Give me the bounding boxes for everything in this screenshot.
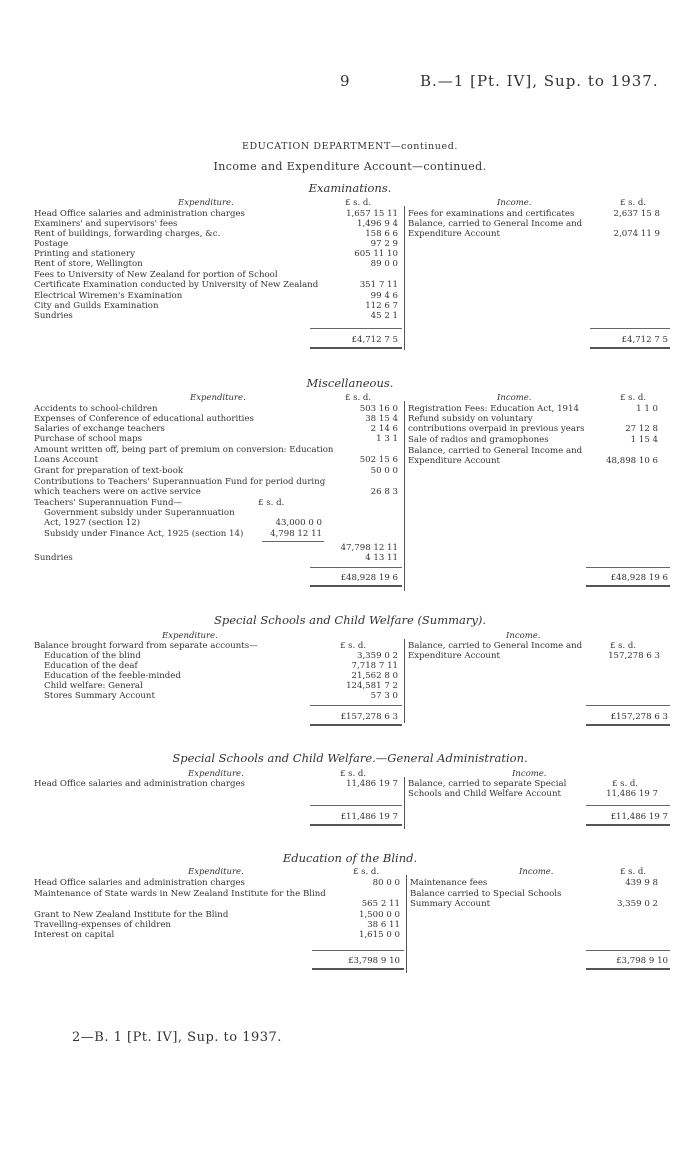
blind-rule-right: [586, 950, 670, 951]
general-admin-title: Special Schools and Child Welfare.—General Administration.: [172, 751, 528, 765]
blind-expenditure-heading: Expenditure.: [188, 867, 244, 877]
ss-inc-label: Balance, carried to General Income and Expenditure Account: [408, 641, 583, 661]
exam-inc-label: Balance, carried to General Income and Expenditure Account: [408, 219, 583, 239]
ga-total-right: £11,486 19 7: [610, 812, 668, 822]
blind-exp-label: Interest on capital: [34, 930, 115, 940]
blind-income-heading: Income.: [519, 867, 554, 877]
ss-divider: [404, 639, 405, 723]
exam-exp-label: Head Office salaries and administration charges: [34, 209, 245, 219]
examinations-title: Examinations.: [308, 181, 392, 195]
exam-currency-heading-right: £ s. d.: [620, 198, 647, 208]
misc-sundries-amount: 4 13 11: [365, 553, 398, 563]
ss-expenditure-heading: Expenditure.: [162, 631, 218, 641]
document-reference: B.—1 [Pt. IV], Sup. to 1937.: [420, 72, 659, 90]
ga-total-rule-right: [586, 824, 670, 826]
exam-currency-heading-left: £ s. d.: [345, 198, 372, 208]
superannuation-label: Teachers' Superannuation Fund—: [34, 498, 183, 508]
misc-inc-amount: 1 15 4: [630, 435, 658, 445]
blind-total-left: £3,798 9 10: [348, 956, 400, 966]
ga-currency-heading-right: £ s. d.: [612, 779, 639, 789]
blind-inc-amount: 3,359 0 2: [616, 899, 658, 909]
misc-rule-right: [586, 567, 670, 568]
superannuation-item-amount: 43,000 0 0: [275, 518, 322, 528]
exam-exp-amount: 99 4 6: [370, 291, 398, 301]
account-title: Income and Expenditure Account—continued.: [213, 160, 487, 173]
exam-income-heading: Income.: [497, 198, 532, 208]
ss-exp-label: Education of the deaf: [44, 661, 138, 671]
misc-inc-amount: 1 1 0: [636, 404, 658, 414]
misc-total-rule-right: [586, 585, 670, 587]
exam-exp-amount: 89 0 0: [370, 259, 398, 269]
blind-exp-amount: 38 6 11: [367, 920, 400, 930]
blind-exp-label: Maintenance of State wards in New Zealand Institute for the Blind: [34, 889, 326, 899]
blind-inc-label: Maintenance fees: [410, 878, 488, 888]
misc-total-left: £48,928 19 6: [340, 573, 398, 583]
ss-exp-label: Stores Summary Account: [44, 691, 155, 701]
misc-exp-label: Salaries of exchange teachers: [34, 424, 165, 434]
misc-exp-label: Purchase of school maps: [34, 434, 142, 444]
ss-exp-label: Education of the blind: [44, 651, 141, 661]
exam-divider: [404, 206, 405, 350]
blind-exp-amount: 1,500 0 0: [358, 910, 400, 920]
blind-currency-heading-right: £ s. d.: [620, 867, 647, 877]
ss-currency-heading-left: £ s. d.: [340, 641, 367, 651]
superannuation-currency: £ s. d.: [258, 498, 285, 508]
blind-rule-left: [312, 950, 404, 951]
misc-inc-amount: 48,898 10 6: [606, 456, 658, 466]
blind-exp-amount: 80 0 0: [372, 878, 400, 888]
special-schools-title: Special Schools and Child Welfare (Summary).: [213, 613, 487, 627]
misc-exp-amount: 503 16 0: [359, 404, 398, 414]
exam-rule-left: [310, 328, 402, 329]
ga-expenditure-heading: Expenditure.: [188, 769, 244, 779]
exam-exp-amount: 97 2 9: [370, 239, 398, 249]
ga-inc-amount: 11,486 19 7: [606, 789, 658, 799]
misc-inc-label: Balance, carried to General Income and Expenditure Account: [408, 446, 583, 466]
exam-exp-label: Sundries: [34, 311, 73, 321]
misc-total-rule-left: [310, 585, 402, 587]
page-footer-reference: 2—B. 1 [Pt. IV], Sup. to 1937.: [72, 1030, 282, 1045]
misc-exp-label: Expenses of Conference of educational authorities: [34, 414, 254, 424]
ga-inc-label: Balance, carried to separate Special Schools and Child Welfare Account: [408, 779, 567, 799]
blind-title: Education of the Blind.: [282, 851, 418, 865]
exam-exp-label: Printing and stationery: [34, 249, 135, 259]
exam-exp-label: Fees to University of New Zealand for portion of School Certificate Examination conducted by University of New Zealand: [34, 270, 319, 290]
blind-inc-label: Balance carried to Special Schools Summary Account: [410, 889, 562, 909]
ga-exp-label: Head Office salaries and administration charges: [34, 779, 245, 789]
misc-exp-amount: 50 0 0: [370, 466, 398, 476]
misc-inc-amount: 27 12 8: [625, 424, 658, 434]
superannuation-item-amount: 4,798 12 11: [270, 529, 322, 539]
ga-exp-amount: 11,486 19 7: [346, 779, 398, 789]
misc-exp-amount: 38 15 4: [365, 414, 398, 424]
misc-exp-label: Amount written off, being part of premium on conversion: Education Loans Account: [34, 445, 334, 465]
ss-total-rule-right: [586, 724, 670, 726]
exam-exp-amount: 351 7 11: [359, 280, 398, 290]
ga-income-heading: Income.: [512, 769, 547, 779]
blind-total-rule-right: [586, 968, 670, 970]
exam-exp-label: Rent of buildings, forwarding charges, &c.: [34, 229, 221, 239]
exam-inc-label: Fees for examinations and certificates: [408, 209, 575, 219]
ga-divider: [404, 777, 405, 829]
exam-inc-amount: 2,637 15 8: [613, 209, 660, 219]
superannuation-item-label: Subsidy under Finance Act, 1925 (section 14): [44, 529, 244, 539]
page-number: 9: [340, 72, 350, 90]
misc-total-right: £48,928 19 6: [610, 573, 668, 583]
ss-rule-right: [586, 705, 670, 706]
superannuation-subtotal: 47,798 12 11: [340, 543, 398, 553]
superannuation-rule: [262, 541, 324, 542]
ss-income-heading: Income.: [506, 631, 541, 641]
ss-exp-label: Child welfare: General: [44, 681, 143, 691]
ss-inc-amount: 157,278 6 3: [608, 651, 660, 661]
exam-exp-label: Rent of store, Wellington: [34, 259, 143, 269]
ss-exp-amount: 124,581 7 2: [346, 681, 398, 691]
blind-exp-label: Travelling-expenses of children: [34, 920, 171, 930]
exam-total-left: £4,712 7 5: [351, 335, 398, 345]
ss-rule-left: [310, 705, 402, 706]
exam-rule-right: [590, 328, 670, 329]
ga-currency-heading-left: £ s. d.: [340, 769, 367, 779]
blind-exp-amount: 565 2 11: [361, 899, 400, 909]
exam-total-rule-left: [310, 347, 402, 349]
misc-exp-label: Contributions to Teachers' Superannuation Fund for period during which teachers were on active service: [34, 477, 326, 497]
misc-rule-left: [310, 567, 402, 568]
ss-currency-heading-right: £ s. d.: [610, 641, 637, 651]
exam-exp-label: City and Guilds Examination: [34, 301, 159, 311]
ga-rule-right: [586, 805, 670, 806]
exam-inc-amount: 2,074 11 9: [613, 229, 660, 239]
ss-exp-amount: 57 3 0: [370, 691, 398, 701]
ss-total-rule-left: [310, 724, 402, 726]
ss-exp-label: Education of the feeble-minded: [44, 671, 181, 681]
blind-inc-amount: 439 9 8: [625, 878, 658, 888]
blind-exp-label: Grant to New Zealand Institute for the Blind: [34, 910, 229, 920]
blind-total-rule-left: [312, 968, 404, 970]
blind-exp-amount: 1,615 0 0: [358, 930, 400, 940]
misc-currency-heading-left: £ s. d.: [345, 393, 372, 403]
ss-lead: Balance brought forward from separate accounts—: [34, 641, 258, 651]
misc-exp-label: Grant for preparation of text-book: [34, 466, 184, 476]
ga-total-rule-left: [310, 824, 402, 826]
misc-exp-amount: 1 3 1: [376, 434, 398, 444]
exam-exp-amount: 1,496 9 4: [356, 219, 398, 229]
blind-total-right: £3,798 9 10: [616, 956, 668, 966]
misc-inc-label: Sale of radios and gramophones: [408, 435, 549, 445]
superannuation-item-label: Government subsidy under Superannuation Act, 1927 (section 12): [44, 508, 235, 528]
ga-total-left: £11,486 19 7: [340, 812, 398, 822]
ga-rule-left: [310, 805, 402, 806]
department-heading: EDUCATION DEPARTMENT—continued.: [241, 141, 459, 152]
exam-exp-amount: 45 2 1: [370, 311, 398, 321]
blind-divider: [406, 875, 407, 973]
misc-exp-label: Accidents to school-children: [34, 404, 158, 414]
misc-currency-heading-right: £ s. d.: [620, 393, 647, 403]
misc-title: Miscellaneous.: [306, 376, 394, 390]
misc-expenditure-heading: Expenditure.: [190, 393, 246, 403]
blind-currency-heading-left: £ s. d.: [353, 867, 380, 877]
exam-expenditure-heading: Expenditure.: [178, 198, 234, 208]
blind-exp-label: Head Office salaries and administration charges: [34, 878, 245, 888]
exam-exp-amount: 605 11 10: [354, 249, 398, 259]
exam-exp-amount: 158 6 6: [365, 229, 398, 239]
misc-exp-amount: 26 8 3: [370, 487, 398, 497]
exam-exp-amount: 1,657 15 11: [346, 209, 398, 219]
exam-exp-label: Electrical Wiremen's Examination: [34, 291, 183, 301]
ss-exp-amount: 7,718 7 11: [351, 661, 398, 671]
exam-exp-label: Examiners' and supervisors' fees: [34, 219, 178, 229]
exam-total-rule-right: [590, 347, 670, 349]
exam-exp-label: Postage: [34, 239, 69, 249]
misc-exp-amount: 2 14 6: [370, 424, 398, 434]
ss-total-right: £157,278 6 3: [610, 712, 668, 722]
misc-income-heading: Income.: [497, 393, 532, 403]
exam-total-right: £4,712 7 5: [621, 335, 668, 345]
misc-exp-amount: 502 15 6: [359, 455, 398, 465]
exam-exp-amount: 112 6 7: [365, 301, 398, 311]
ss-exp-amount: 21,562 8 0: [351, 671, 398, 681]
misc-sundries-label: Sundries: [34, 553, 73, 563]
misc-inc-label: Refund subsidy on voluntary contributions overpaid in previous years: [408, 414, 585, 434]
ss-exp-amount: 3,359 0 2: [356, 651, 398, 661]
ss-total-left: £157,278 6 3: [340, 712, 398, 722]
misc-divider: [404, 401, 405, 591]
misc-inc-label: Registration Fees: Education Act, 1914: [408, 404, 579, 414]
